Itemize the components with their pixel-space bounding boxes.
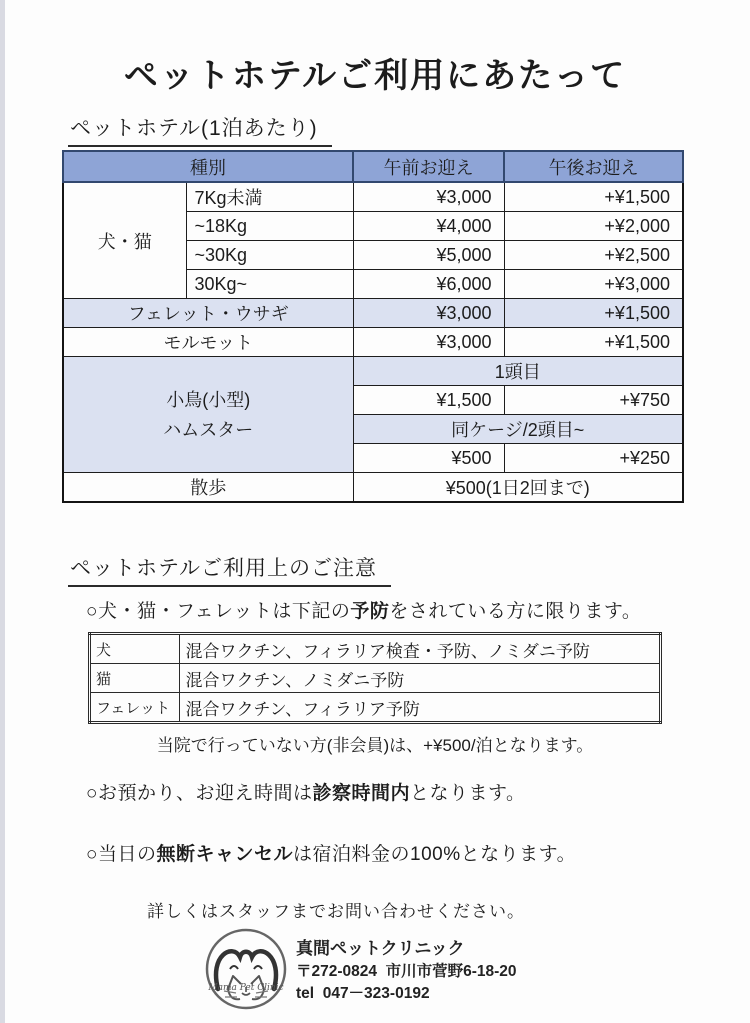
non-member-surcharge-note: 当院で行っていない方(非会員)は、+¥500/泊となります。 <box>156 736 594 755</box>
cell-requirements: 混合ワクチン、フィラリア検査・予防、ノミダニ予防 <box>180 634 661 664</box>
cell-price-pm: +¥2,500 <box>504 241 683 270</box>
cell-price-am: ¥500 <box>353 444 504 473</box>
notes-heading: ペットホテルご利用上のご注意 <box>68 552 391 587</box>
cell-animal: フェレット <box>90 693 180 723</box>
cat-face-icon <box>200 927 292 1015</box>
table-header-row <box>63 151 683 182</box>
table-row <box>63 328 683 357</box>
cell-walk-price: ¥500(1日2回まで) <box>353 473 683 503</box>
pricing-heading: ペットホテル(1泊あたり) <box>68 112 332 147</box>
note-bold-text: 無断キャンセル <box>156 844 293 865</box>
cell-price-pm: +¥1,500 <box>504 182 683 212</box>
cell-price-am: ¥3,000 <box>353 299 504 328</box>
logo-script-text: Mama Pet Clinic <box>208 983 284 993</box>
table-row <box>63 473 683 503</box>
cell-price-pm: +¥1,500 <box>504 299 683 328</box>
cell-small-animals-label <box>63 357 353 473</box>
cell-price-am: ¥3,000 <box>353 182 504 212</box>
cell-weight: ~30Kg <box>186 241 353 270</box>
note-text: ○お預かり、お迎え時間は <box>86 783 313 804</box>
cell-animal: 猫 <box>90 664 180 693</box>
cell-price-am: ¥6,000 <box>353 270 504 299</box>
note-bold-text: 診察時間内 <box>312 783 410 804</box>
cell-price-pm: +¥2,000 <box>504 212 683 241</box>
note-vaccination-requirement <box>86 596 641 623</box>
clinic-name: 真間ペットクリニック <box>296 939 465 958</box>
small-animals-line2: ハムスター <box>163 419 254 440</box>
table-row <box>90 634 661 664</box>
cell-same-cage-header: 同ケージ/2頭目~ <box>353 415 683 444</box>
cell-price-am: ¥1,500 <box>353 386 504 415</box>
note-text: となります。 <box>410 783 526 804</box>
cell-price-pm: +¥3,000 <box>504 270 683 299</box>
note-bold-text: 予防 <box>350 601 390 622</box>
photo-edge-shadow <box>0 0 5 1023</box>
note-text: をされている方に限ります。 <box>389 601 642 622</box>
contact-staff-note: 詳しくはスタッフまでお問い合わせください。 <box>147 902 525 921</box>
cell-price-pm: +¥1,500 <box>504 328 683 357</box>
header-type: 種別 <box>63 151 353 182</box>
clinic-logo <box>200 927 292 1015</box>
cell-guinea-pig-label: モルモット <box>63 328 353 357</box>
small-animals-line1: 小鳥(小型) <box>166 389 251 410</box>
cell-price-am: ¥5,000 <box>353 241 504 270</box>
table-row <box>63 357 683 386</box>
clinic-address: 〒272-0824 市川市菅野6-18-20 <box>296 963 517 980</box>
pricing-table <box>62 150 684 503</box>
cell-first-animal-header: 1頭目 <box>353 357 683 386</box>
cell-requirements: 混合ワクチン、ノミダニ予防 <box>180 664 661 693</box>
cell-requirements: 混合ワクチン、フィラリア予防 <box>180 693 661 723</box>
table-row <box>63 299 683 328</box>
page-title: ペットホテルご利用にあたって <box>123 57 627 95</box>
clinic-info <box>296 937 517 1005</box>
table-row <box>90 664 661 693</box>
cell-weight: 30Kg~ <box>186 270 353 299</box>
vaccine-table <box>88 632 662 724</box>
note-pickup-hours <box>86 778 525 805</box>
note-cancellation-policy <box>86 839 576 866</box>
cell-weight: 7Kg未満 <box>186 182 353 212</box>
cell-walk-label: 散歩 <box>63 473 353 503</box>
table-row <box>90 693 661 723</box>
header-pm-pickup: 午後お迎え <box>504 151 683 182</box>
header-am-pickup: 午前お迎え <box>353 151 504 182</box>
cell-price-am: ¥4,000 <box>353 212 504 241</box>
cell-animal: 犬 <box>90 634 180 664</box>
cell-price-am: ¥3,000 <box>353 328 504 357</box>
cell-weight: ~18Kg <box>186 212 353 241</box>
table-row <box>63 182 683 212</box>
cell-dog-cat-label: 犬・猫 <box>63 182 186 299</box>
note-text: ○犬・猫・フェレットは下記の <box>86 601 351 622</box>
cell-price-pm: +¥250 <box>504 444 683 473</box>
cell-price-pm: +¥750 <box>504 386 683 415</box>
cell-ferret-rabbit-label: フェレット・ウサギ <box>63 299 353 328</box>
note-text: ○当日の <box>86 844 157 865</box>
note-text: は宿泊料金の100%となります。 <box>293 844 577 865</box>
clinic-phone: tel 047－323-0192 <box>296 985 430 1002</box>
